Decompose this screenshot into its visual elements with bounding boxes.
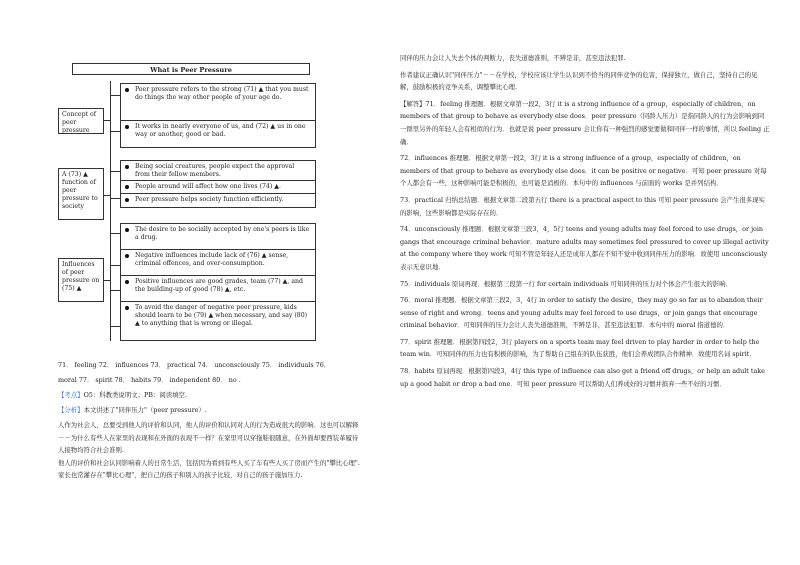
fenxi-text: 本文讲述了"同伴压力"（peer pressure）.: [83, 406, 207, 414]
influence-box: [120, 223, 316, 341]
concept-box: [120, 83, 316, 148]
connector-line: [110, 233, 120, 234]
connector-line: [104, 280, 110, 281]
connector-line: [104, 195, 110, 196]
fenxi-tag: 【分析】: [58, 406, 84, 414]
peer-pressure-diagram: [58, 58, 316, 348]
connector-line: [110, 95, 120, 96]
influence-row: To avoid the danger of negative peer pressure, kids should learn to be (79) ▲ when necessary, and say (80) ▲ to anything that is wrong or illegal.: [121, 302, 315, 340]
function-row: People around will affect how one lives (74) ▲.: [121, 181, 315, 194]
connector-line: [110, 131, 120, 132]
function-box: [120, 160, 316, 208]
solution-paragraph: 72．influences 推理题．根据文章第一段2，3行 it is a strong influence of a group，especially of children，on members of that group to behave as everybody else does．it can be positive or negative．可知 peer pressure 对每个人都会有一些，这种影响可能是积极的，也可能是消极的．本句中的 influences 与前面的 works 是并列结构．: [400, 154, 767, 188]
influence-row: The desire to be socially accepted by one's peers is like a drug.: [121, 224, 315, 250]
concept-label: Concept of peer pressure: [58, 108, 104, 134]
solution-paragraph: 78．habits 原词再现．根据第四段3，4行 this type of influence can also get a friend off drugs，or help an adult take up a good habit or drop a bad one．可知 peer pressure 可以帮助人们养成好的习惯并摈弃一些不好的习惯．: [400, 367, 765, 388]
fenxi: [58, 406, 207, 415]
analysis-line: 他人的评价和社会认同影响着人的日常生活，包括因为看到有些人买了车有些人买了房而产生的"攀比心理".: [58, 458, 360, 467]
solution-paragraph: 【解答】71．feeling 推理题．根据文章第一段2，3行 it is a strong influence of a group，especially of children，on members of that group to behave as everybody else does．peer pressure（同龄人压力）是指同龄人的行为会影响到同一群里另外的年轻人会有相似的行为．也就是说 peer pressure 会让你有一种强烈的感觉要做和同伴一样的事情，所以 feeling 正确．: [400, 99, 770, 146]
solution-paragraph: 75．individuals 原词再现．根据第三段第一行 for certain individuals 可知同伴的压力对个体会产生很大的影响．: [400, 279, 732, 288]
analysis-line: 人接物均符合社会准则.: [58, 446, 124, 454]
connector-line: [104, 120, 110, 121]
concept-row: Peer pressure refers to the strong (71) ▲ that you must do things the way other people of your age do.: [121, 84, 315, 121]
kaodian-tag: 【考点】: [58, 391, 84, 399]
influence-row: Positive influences are good grades, team (77) ▲, and the building-up of good (78) ▲, etc.: [121, 276, 315, 302]
kaodian-text: O5：科教类说明文；PB：阅读填空.: [83, 391, 187, 399]
solution-paragraph: 74．unconsciously 推理题．根据文章第三段3，4，5行 teens and young adults may feel forced to use drugs，or join gangs that encourage criminal behavior．mature adults may sometimes feel pressured to cover up illegal activity at the company where they work 可知不管是年轻人还是成年人都在不知不觉中收到同伴压力的影响．故使用 unconsciously 表示无意识地．: [400, 225, 769, 271]
diagram-title: What is Peer Pressure: [72, 63, 310, 75]
connector-line: [110, 198, 120, 199]
solution-paragraph: 77．spirit 推理题．根据第四段2，3行 players on a sports team may feel driven to play harder in order to help the team win．可知同伴的压力也有积极的影响，为了帮助自己组在的队伍获胜，他们会养成团队合作精神．故使用名词 spirit．: [400, 337, 760, 359]
solution-paragraph: 作者建议正确认识"同伴压力"－－在学校，学校应该让学生认识到不恰当的同伴竞争的危害，保持独立，做自己，坚持自己的见解，鼓励积极的竞争关系，调整攀比心理.: [400, 70, 758, 92]
function-label: A (73) ▲ function of peer pressure to society: [58, 168, 104, 220]
concept-row: It works in nearly everyone of us, and (72) ▲ us in one way or another, good or bad.: [121, 121, 315, 147]
connector-line: [110, 326, 120, 327]
influence-label: Influences of peer pressure on (75) ▲: [58, 258, 104, 302]
solution-paragraph: 同伴的压力会让人失去个体的判断力，丧失道德准则，不辨是非，甚至违法犯罪.: [400, 54, 626, 62]
connector-line: [110, 290, 120, 291]
answers-line: 71． feeling 72． influences 73． practical 74． unconsciously 75． individuals 76．: [58, 361, 331, 369]
analysis-line: 人作为社会人，总要受到他人的评价和认同，他人的评价和认同对人的行为造成很大的影响．这也可以解释: [58, 421, 359, 429]
solution-paragraph: 76．moral 推理题．根据文章第三段2，3，4行 in order to satisfy the desire，they may go so far as to abandon their sense of right and wrong．teens and young adults may feel forced to use drugs，or join gangs that encourage criminal behavior．可知同伴的压力会让人丧失道德准则，不辨是非，甚至违法犯罪．本句中的 moral 指道德的．: [400, 296, 763, 330]
answers-line: moral 77． spirit 78． habits 79． independent 80． no .: [58, 376, 241, 384]
connector-line: [110, 81, 111, 341]
connector-line: [110, 171, 120, 172]
connector-line: [110, 265, 120, 266]
function-row: Peer pressure helps society function efficiently.: [121, 194, 315, 207]
influence-row: Negative influences include lack of (76) ▲ sense, criminal offences, and over-consumption.: [121, 250, 315, 276]
solution-column: [400, 52, 770, 394]
analysis-line: 家长也常灌存在"攀比心理"，把自己的孩子和别人的孩子比较，对自己的孩子施加压力.: [58, 471, 303, 479]
analysis-paragraphs: [58, 419, 378, 482]
analysis-line: －－为什么有些人在家里的表现和在外面的表现不一样？在家里可以穿拖鞋很随意，在外面却要西装革履待: [58, 433, 359, 442]
solution-paragraph: 73．practical 归纳总结题．根据文章第二段第五行 there is a practical aspect to this 可知 peer pressure 会产生很多现实的影响，这些影响都是实际存在的．: [400, 195, 765, 217]
function-row: Being social creatures, people expect the approval from their fellow members.: [121, 161, 315, 181]
kaodian: [58, 391, 187, 400]
